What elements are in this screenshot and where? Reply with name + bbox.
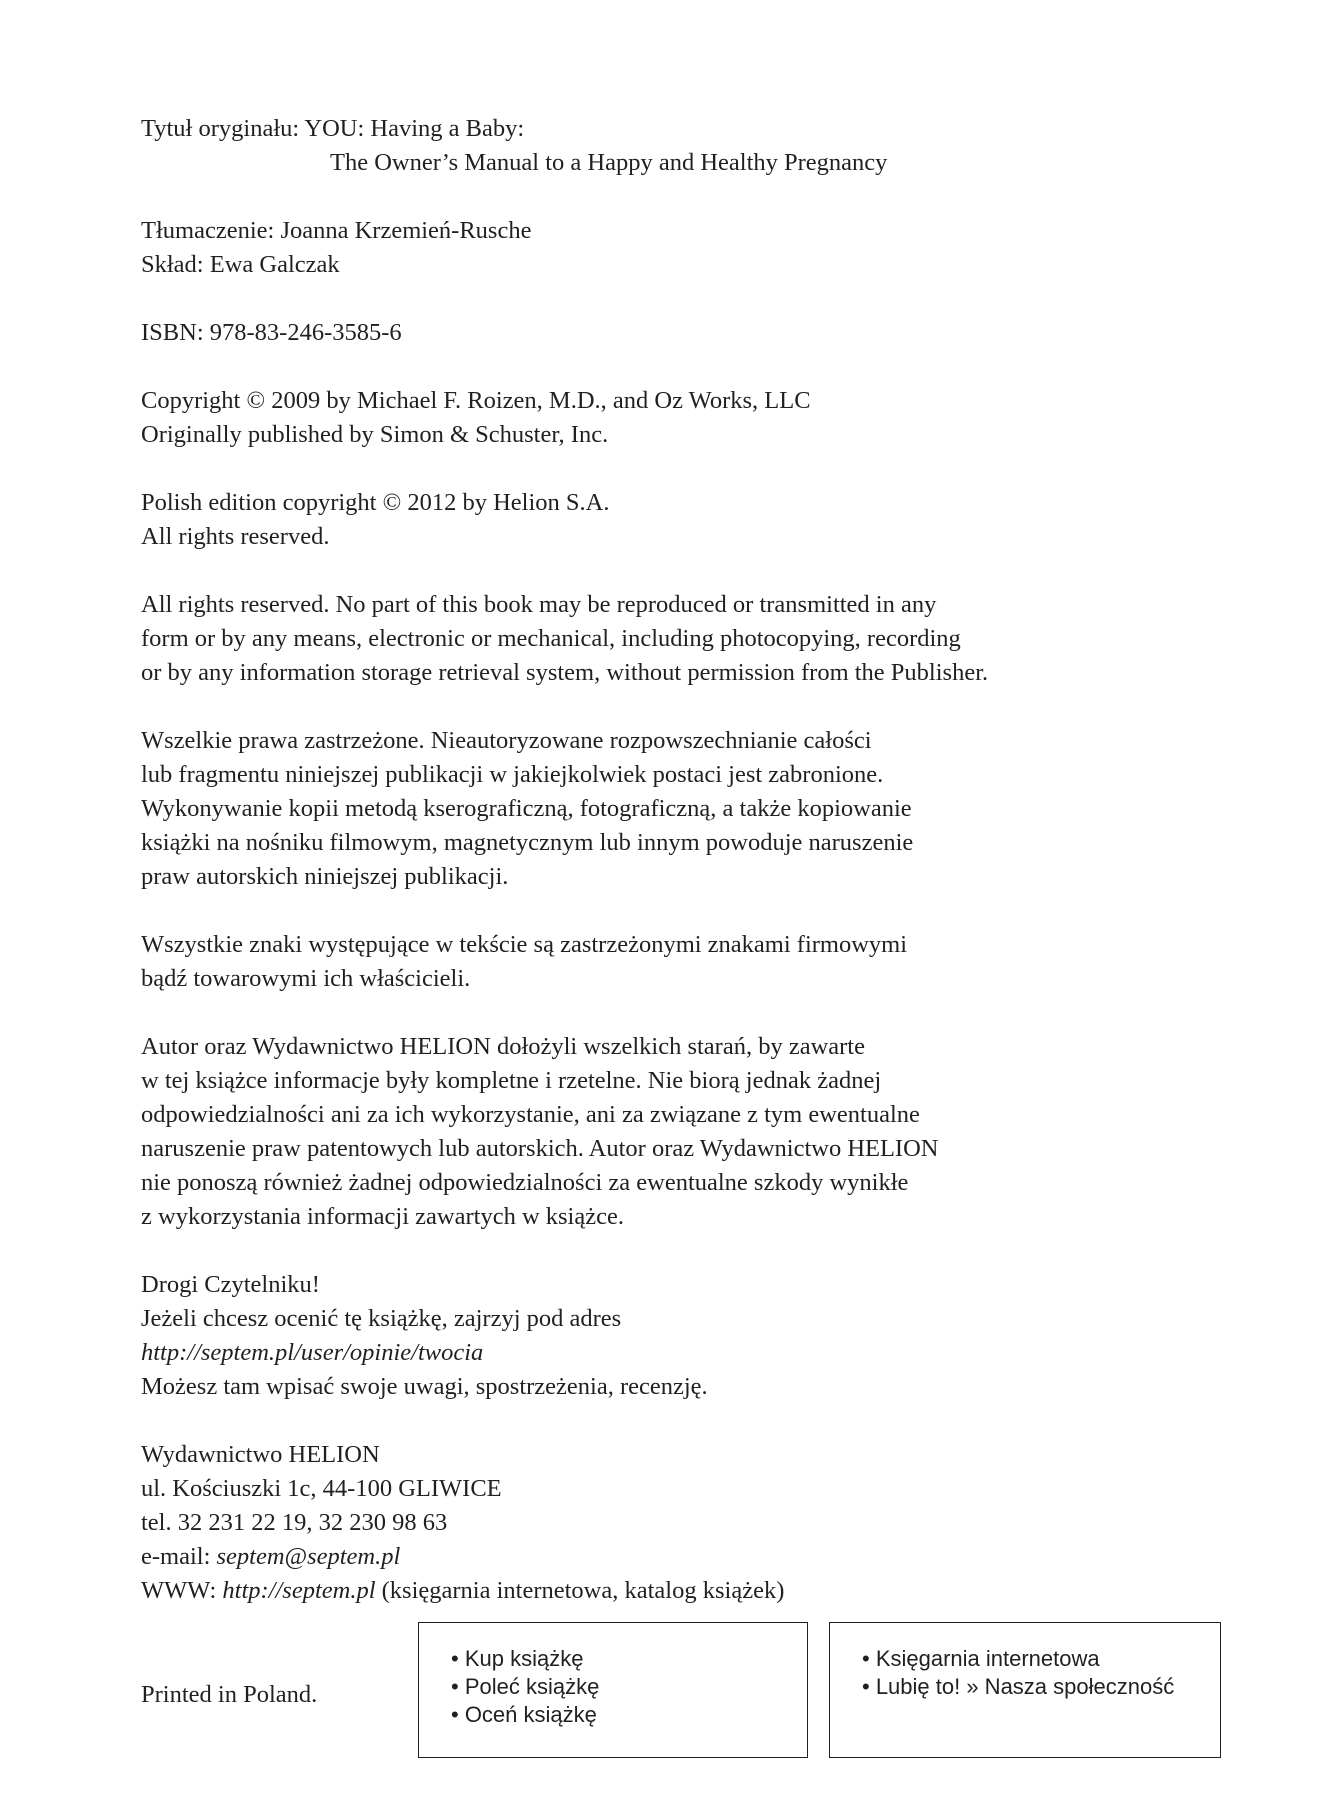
email-label: e-mail: (141, 1543, 211, 1570)
paragraph-line: form or by any means, electronic or mechanical, including photocopying, recording (141, 625, 961, 652)
trademarks-paragraph (141, 928, 1221, 996)
reader-feedback-note: Możesz tam wpisać swoje uwagi, spostrzeżenia, recenzję. (141, 1373, 708, 1400)
publisher-contact-block (141, 1438, 1221, 1608)
reader-greeting: Drogi Czytelniku! (141, 1271, 320, 1298)
community-link[interactable]: • Lubię to! » Nasza społeczność (862, 1674, 1175, 1699)
publisher-address: ul. Kościuszki 1c, 44-100 GLIWICE (141, 1475, 502, 1502)
email-link[interactable]: septem@septem.pl (216, 1543, 401, 1570)
paragraph-line: odpowiedzialności ani za ich wykorzystanie, ani za związane z tym ewentualne (141, 1101, 920, 1128)
publisher-www-line (141, 1574, 1221, 1608)
paragraph-line: Wykonywanie kopii metodą kserograficzną, fotograficzną, a także kopiowanie (141, 795, 912, 822)
www-note: (księgarnia internetowa, katalog książek) (381, 1577, 785, 1604)
copyright-line: Copyright © 2009 by Michael F. Roizen, M.D., and Oz Works, LLC (141, 387, 811, 414)
imprint-page (141, 112, 1221, 1642)
paragraph-line: książki na nośniku filmowym, magnetycznym lub innym powoduje naruszenie (141, 829, 914, 856)
buy-book-link[interactable]: • Kup książkę (451, 1646, 584, 1671)
rate-book-link[interactable]: • Oceń książkę (451, 1702, 597, 1727)
footer (141, 1622, 1221, 1792)
rights-english-paragraph (141, 588, 1221, 690)
paragraph-line: bądź towarowymi ich właścicieli. (141, 965, 471, 992)
paragraph-line: praw autorskich niniejszej publikacji. (141, 863, 509, 890)
paragraph-line: w tej książce informacje były kompletne i rzetelne. Nie biorą jednak żadnej (141, 1067, 882, 1094)
recommend-book-link[interactable]: • Poleć książkę (451, 1674, 600, 1699)
paragraph-line: z wykorzystania informacji zawartych w książce. (141, 1203, 624, 1230)
paragraph-line: nie ponoszą również żadnej odpowiedzialności za ewentualne szkody wynikłe (141, 1169, 909, 1196)
rating-url-link[interactable]: http://septem.pl/user/opinie/twocia (141, 1339, 484, 1366)
website-link[interactable]: http://septem.pl (222, 1577, 376, 1604)
translator-credit: Tłumaczenie: Joanna Krzemień-Rusche (141, 217, 532, 244)
isbn-block (141, 316, 1221, 350)
book-actions-box (418, 1622, 808, 1758)
rights-reserved-line: All rights reserved. (141, 523, 330, 550)
polish-edition-block (141, 486, 1221, 554)
paragraph-line: lub fragmentu niniejszej publikacji w jakiejkolwiek postaci jest zabronione. (141, 761, 884, 788)
publisher-name: Wydawnictwo HELION (141, 1441, 380, 1468)
copyright-block (141, 384, 1221, 452)
publisher-email-line (141, 1540, 1221, 1574)
isbn-number: ISBN: 978-83-246-3585-6 (141, 319, 402, 346)
printed-in-poland: Printed in Poland. (141, 1681, 318, 1708)
reader-note-block (141, 1268, 1221, 1404)
polish-copyright-line: Polish edition copyright © 2012 by Helion S.A. (141, 489, 610, 516)
paragraph-line: or by any information storage retrieval system, without permission from the Publisher. (141, 659, 989, 686)
disclaimer-paragraph (141, 1030, 1221, 1234)
community-links-box (829, 1622, 1221, 1758)
www-label: WWW: (141, 1577, 217, 1604)
original-title-block (141, 112, 1221, 180)
rights-polish-paragraph (141, 724, 1221, 894)
original-title-label: Tytuł oryginału: (141, 115, 300, 142)
online-bookstore-link[interactable]: • Księgarnia internetowa (862, 1646, 1100, 1671)
original-title-subtitle: The Owner’s Manual to a Happy and Healthy Pregnancy (330, 149, 888, 176)
paragraph-line: All rights reserved. No part of this book may be reproduced or transmitted in any (141, 591, 937, 618)
paragraph-line: Autor oraz Wydawnictwo HELION dołożyli wszelkich starań, by zawarte (141, 1033, 865, 1060)
reader-invite: Jeżeli chcesz ocenić tę książkę, zajrzyj pod adres (141, 1305, 622, 1332)
typesetting-credit: Skład: Ewa Galczak (141, 251, 340, 278)
publisher-phone: tel. 32 231 22 19, 32 230 98 63 (141, 1509, 448, 1536)
paragraph-line: Wszystkie znaki występujące w tekście są zastrzeżonymi znakami firmowymi (141, 931, 908, 958)
original-title-text: YOU: Having a Baby: (304, 115, 525, 142)
paragraph-line: naruszenie praw patentowych lub autorskich. Autor oraz Wydawnictwo HELION (141, 1135, 939, 1162)
paragraph-line: Wszelkie prawa zastrzeżone. Nieautoryzowane rozpowszechnianie całości (141, 727, 872, 754)
credits-block (141, 214, 1221, 282)
original-title-line1 (141, 112, 1221, 146)
original-publisher-line: Originally published by Simon & Schuster, Inc. (141, 421, 609, 448)
